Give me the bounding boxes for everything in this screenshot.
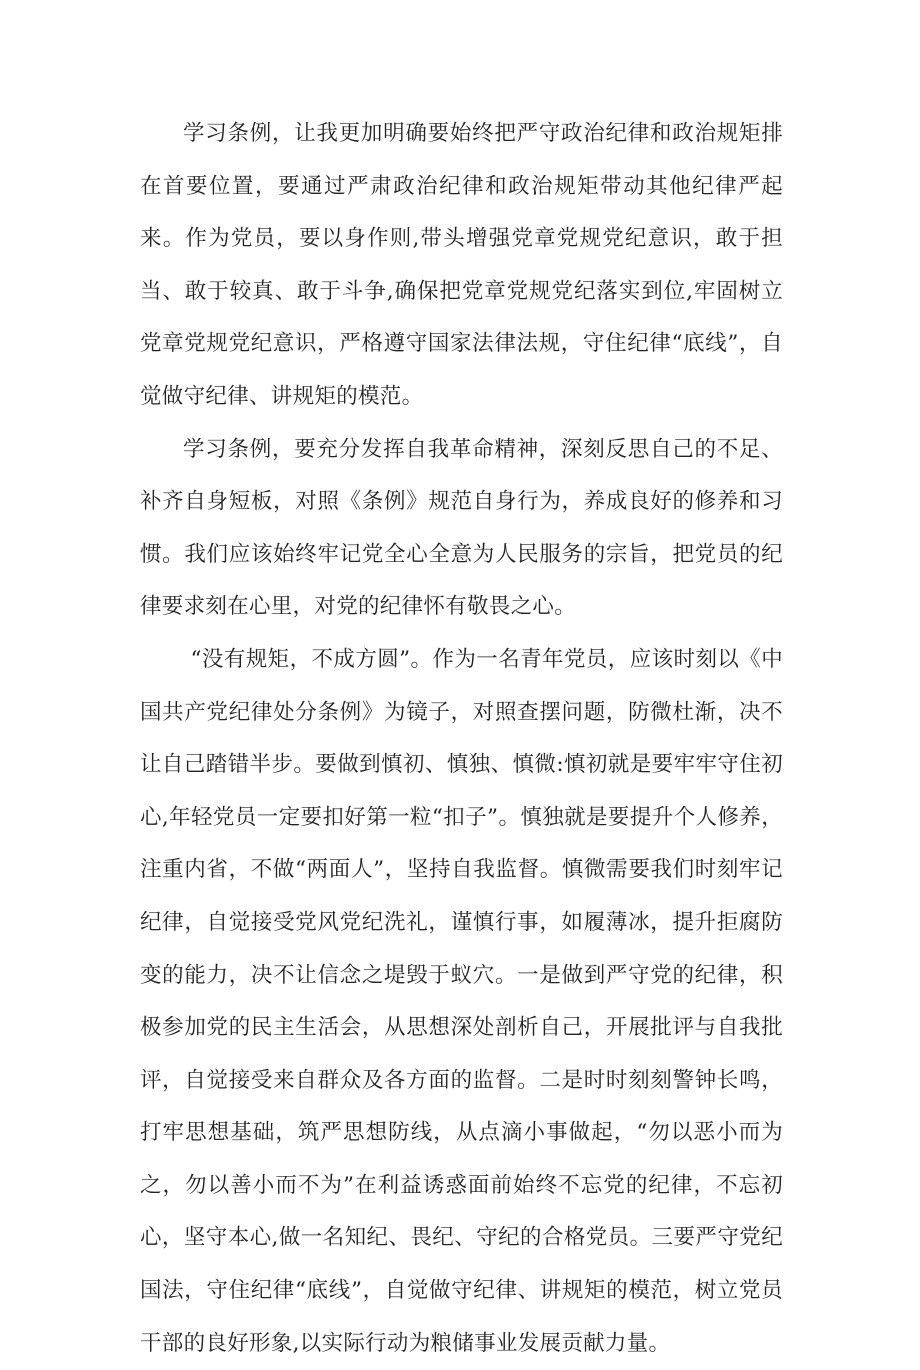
document-body <box>140 108 783 1370</box>
paragraph-3: “没有规矩，不成方圆”。作为一名青年党员，应该时刻以《中国共产党纪律处分条例》为镜子，对照查摆问题，防微杜渐，决不让自己踏错半步。要做到慎初、慎独、慎微:慎初就是要牢牢守住初心,年轻党员一定要扣好第一粒“扣子”。慎独就是要提升个人修养，注重内省，不做“两面人”，坚持自我监督。慎微需要我们时刻牢记纪律，自觉接受党风党纪洗礼，谨慎行事，如履薄冰，提升拒腐防变的能力，决不让信念之堤毁于蚁穴。一是做到严守党的纪律，积极参加党的民主生活会，从思想深处剖析自己，开展批评与自我批评，自觉接受来自群众及各方面的监督。二是时时刻刻警钟长鸣，打牢思想基础，筑严思想防线，从点滴小事做起，“勿以恶小而为之，勿以善小而不为”在利益诱惑面前始终不忘党的纪律，不忘初心，坚守本心,做一名知纪、畏纪、守纪的合格党员。三要严守党纪国法，守住纪律“底线”，自觉做守纪律、讲规矩的模范，树立党员干部的良好形象,以实际行动为粮储事业发展贡献力量。 <box>140 646 783 1356</box>
paragraph-2: 学习条例，要充分发挥自我革命精神，深刻反思自己的不足、补齐自身短板，对照《条例》规范自身行为，养成良好的修养和习惯。我们应该始终牢记党全心全意为人民服务的宗旨，把党员的纪律要求刻在心里，对党的纪律怀有敬畏之心。 <box>140 436 783 620</box>
paragraph-1: 学习条例，让我更加明确要始终把严守政治纪律和政治规矩排在首要位置，要通过严肃政治纪律和政治规矩带动其他纪律严起来。作为党员，要以身作则,带头增强党章党规党纪意识，敢于担当、敢于较真、敢于斗争,确保把党章党规党纪落实到位,牢固树立党章党规党纪意识，严格遵守国家法律法规，守住纪律“底线”，自觉做守纪律、讲规矩的模范。 <box>140 121 783 409</box>
